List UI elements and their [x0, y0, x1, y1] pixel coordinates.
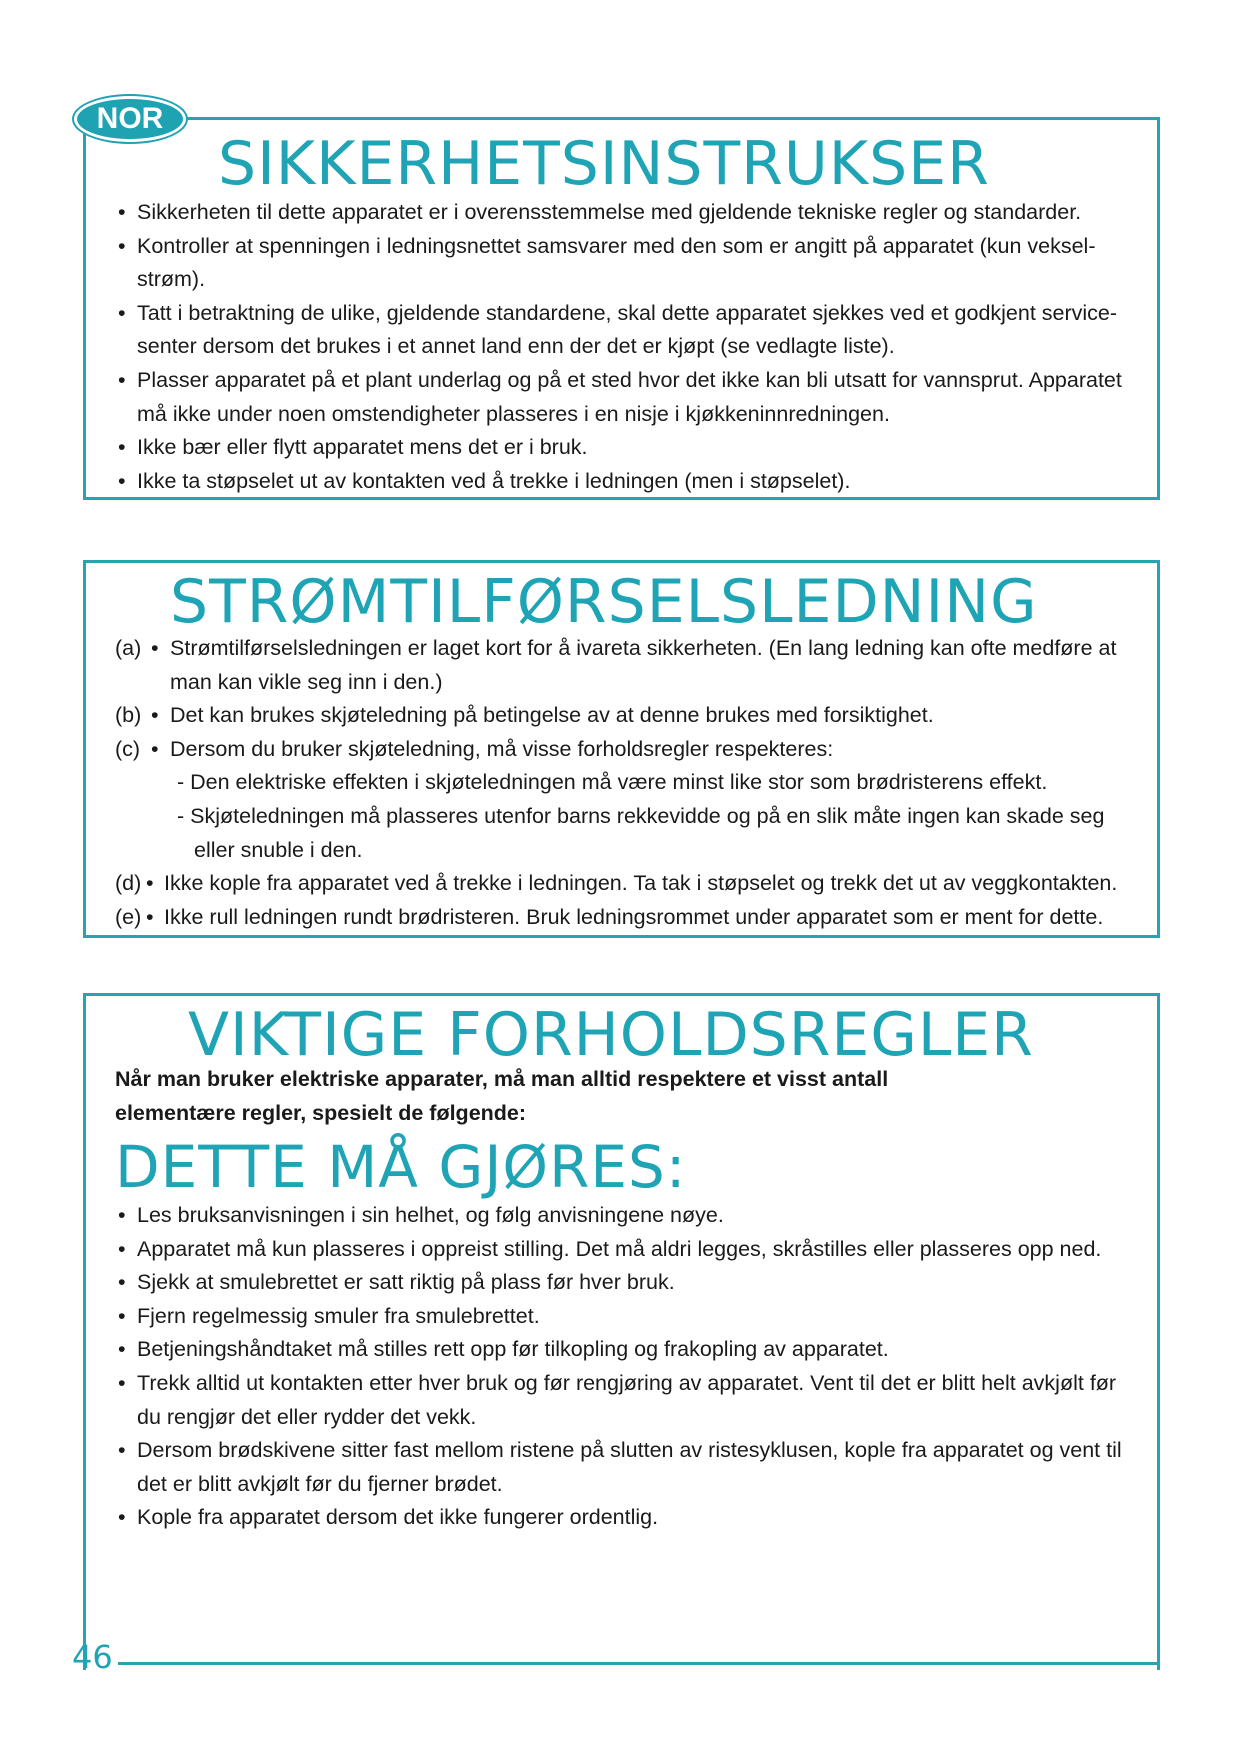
intro-line: Når man bruker elektriske apparater, må man alltid respektere et visst antall: [115, 1067, 889, 1091]
page-number: 46: [72, 1638, 113, 1676]
precautions-title: VIKTIGE FORHOLDSREGLER: [188, 1000, 1034, 1070]
bullet: •: [118, 1505, 126, 1530]
bullet: •: [118, 468, 126, 493]
bullet: •: [118, 1337, 126, 1362]
bullet: •: [118, 1270, 126, 1295]
bullet: •: [118, 1303, 126, 1328]
item-label: (d): [115, 871, 142, 896]
bullet: •: [146, 871, 154, 896]
bullet: •: [118, 1370, 126, 1395]
language-badge: NOR: [74, 96, 186, 142]
bullet: •: [151, 703, 159, 728]
item-label: (c): [115, 736, 141, 761]
bullet: •: [146, 904, 154, 929]
precautions-intro: [115, 1063, 888, 1130]
item-label: (a): [115, 636, 142, 660]
bullet: •: [118, 200, 126, 224]
bullet: •: [118, 367, 126, 392]
bullet: •: [118, 1236, 126, 1261]
bullet: •: [118, 233, 126, 258]
bullet: •: [151, 636, 159, 660]
item-label: (e): [115, 904, 142, 929]
bullet: •: [151, 736, 159, 761]
footer-line: [118, 1662, 1160, 1665]
bullet: •: [118, 300, 126, 325]
cord-title: STRØMTILFØRSELSLEDNING: [170, 567, 1038, 637]
bullet: •: [118, 1203, 126, 1227]
safety-title: SIKKERHETSINSTRUKSER: [218, 129, 990, 199]
bullet: •: [118, 435, 126, 460]
bullet: •: [118, 1438, 126, 1463]
item-label: (b): [115, 703, 142, 728]
precautions-subtitle: DETTE MÅ GJØRES:: [115, 1133, 687, 1201]
intro-line: elementære regler, spesielt de følgende:: [115, 1100, 527, 1125]
